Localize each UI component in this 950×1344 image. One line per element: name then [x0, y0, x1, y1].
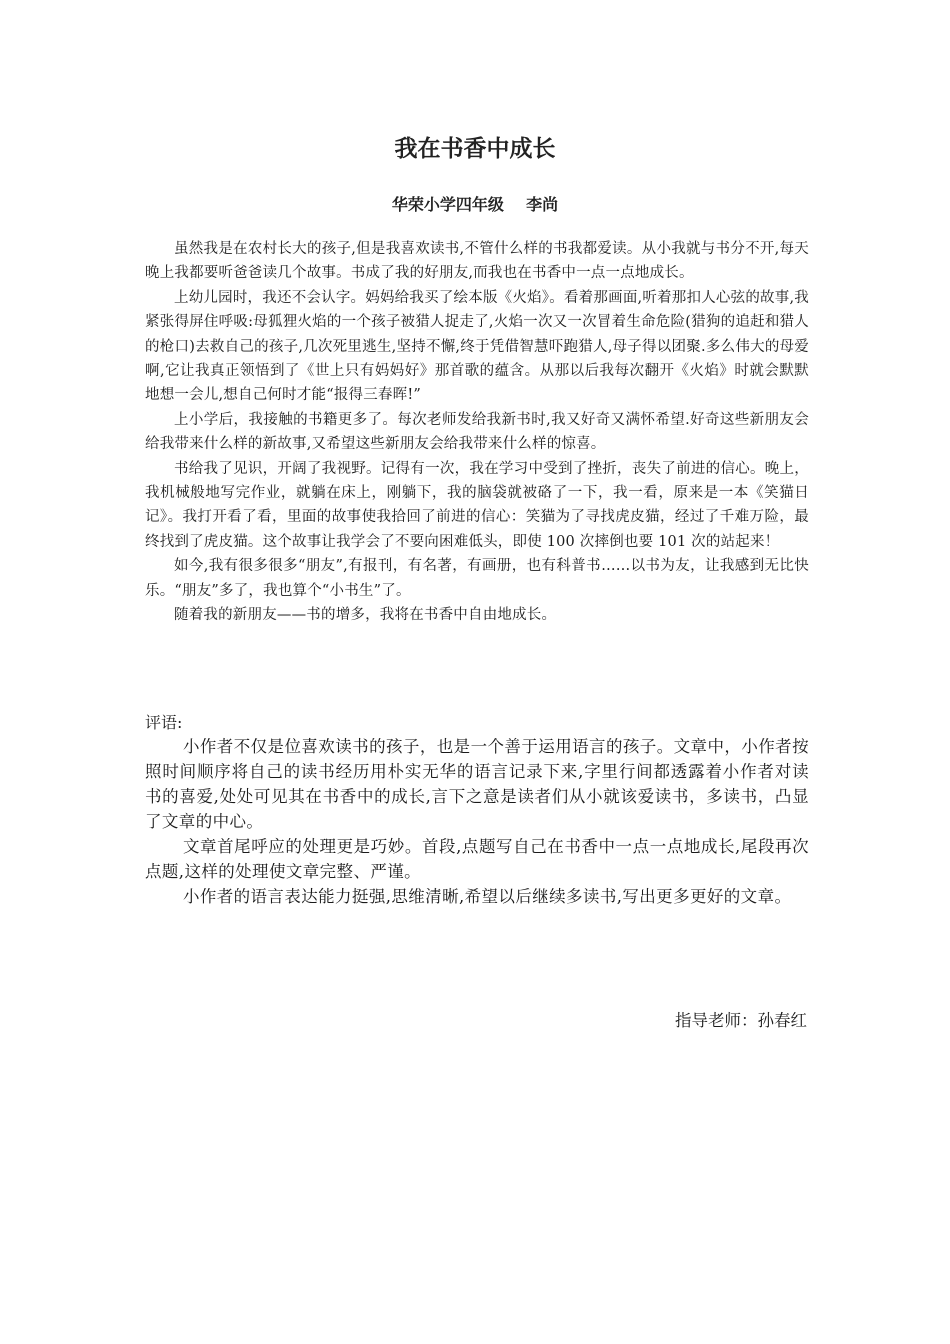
- teacher-signature: 指导老师：孙春红: [675, 1011, 807, 1030]
- comment-label: 评语:: [145, 713, 183, 732]
- author-line: 华荣小学四年级 李尚: [391, 195, 559, 214]
- essay-paragraph: 虽然我是在农村长大的孩子,但是我喜欢读书,不管什么样的书我都爱读。从小我就与书分不开,每天晚上我都要听爸爸读几个故事。书成了我的好朋友,而我也在书香中一点一点地成长。: [145, 241, 809, 282]
- comment-paragraph: 小作者的语言表达能力挺强,思维清晰,希望以后继续多读书,写出更多更好的文章。: [182, 887, 792, 906]
- essay-paragraph: 随着我的新朋友——书的增多，我将在书香中自由地成长。: [174, 607, 557, 624]
- essay-paragraph: 如今,我有很多很多“朋友”,有报刊，有名著，有画册，也有科普书……以书为友，让我感到无比快乐。“朋友”多了，我也算个“小书生”了。: [145, 558, 809, 599]
- essay-paragraph: 上小学后，我接触的书籍更多了。每次老师发给我新书时,我又好奇又满怀希望.好奇这些新朋友会给我带来什么样的新故事,又希望这些新朋友会给我带来什么样的惊喜。: [145, 411, 809, 453]
- essay-body: [145, 237, 809, 628]
- page-title: 我在书香中成长: [394, 136, 556, 162]
- comment-paragraph: 文章首尾呼应的处理更是巧妙。首段,点题写自己在书香中一点一点地成长,尾段再次点题,这样的处理使文章完整、严谨。: [145, 837, 809, 881]
- essay-paragraph: 书给我了见识，开阔了我视野。记得有一次，我在学习中受到了挫折，丧失了前进的信心。晚上，我机械般地写完作业，就躺在床上，刚躺下，我的脑袋就被硌了一下，我一看，原来是一本《笑猫日记》。我打开看了看，里面的故事使我拾回了前进的信心：笑猫为了寻找虎皮猫，经过了千难万险，最终找到了虎皮猫。这个故事让我学会了不要向困难低头，即使 100 次摔倒也要 101 次的站起来！: [145, 460, 809, 550]
- comment-paragraph: 小作者不仅是位喜欢读书的孩子，也是一个善于运用语言的孩子。文章中，小作者按照时间顺序将自己的读书经历用朴实无华的语言记录下来,字里行间都透露着小作者对读书的喜爱,处处可见其在书香中的成长,言下之意是读者们从小就该爱读书，多读书，凸显了文章的中心。: [145, 737, 809, 831]
- essay-paragraph: 上幼儿园时，我还不会认字。妈妈给我买了绘本版《火焰》。看着那画面,听着那扣人心弦的故事,我紧张得屏住呼吸:母狐狸火焰的一个孩子被猎人捉走了,火焰一次又一次冒着生命危险(猎狗的追赶和猎人的枪口)去救自己的孩子,几次死里逃生,坚持不懈,终于凭借智慧吓跑猎人,母子得以团聚.多么伟大的母爱啊,它让我真正领悟到了《世上只有妈妈好》那首歌的蕴含。从那以后我每次翻开《火焰》时就会默默地想一会儿,想自己何时才能“报得三春晖!”: [145, 289, 809, 404]
- comment-body: [145, 734, 809, 909]
